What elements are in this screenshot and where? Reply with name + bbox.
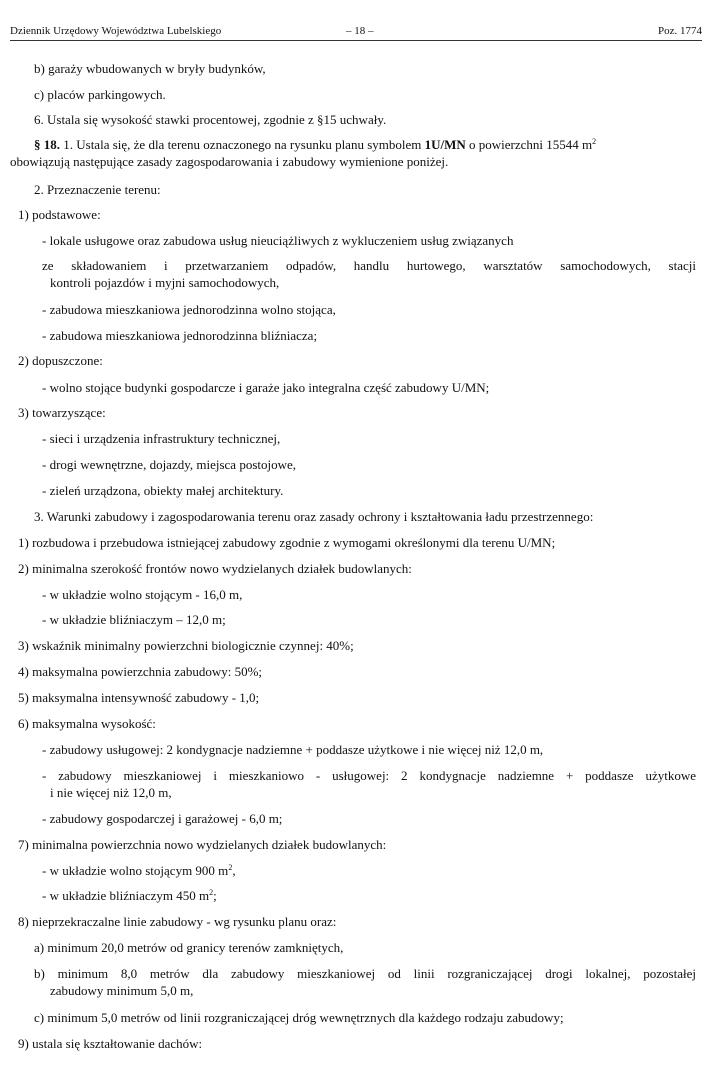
text-line: c) minimum 5,0 metrów od linii rozgraniczającej dróg wewnętrznych dla każdego rodzaju zabudowy; bbox=[34, 1010, 564, 1025]
journal-title: Dziennik Urzędowy Województwa Lubelskiego bbox=[10, 25, 222, 37]
text-line: 9) ustala się kształtowanie dachów: bbox=[18, 1036, 203, 1051]
text-line: 8) nieprzekraczalne linie zabudowy - wg rysunku planu oraz: bbox=[18, 914, 337, 929]
text-line: - lokale usługowe oraz zabudowa usług nieuciążliwych z wykluczeniem usług związanych bbox=[42, 233, 514, 248]
text-line: - wolno stojące budynki gospodarcze i garaże jako integralna część zabudowy U/MN; bbox=[42, 380, 490, 395]
position-number: Poz. 1774 bbox=[658, 25, 702, 37]
text-line: c) placów parkingowych. bbox=[34, 87, 166, 102]
text-line: 3) wskaźnik minimalny powierzchni biologicznie czynnej: 40%; bbox=[18, 638, 354, 653]
text-line: 2) minimalna szerokość frontów nowo wydzielanych działek budowlanych: bbox=[18, 561, 412, 576]
text-line bbox=[42, 888, 217, 904]
text-line: - w układzie bliźniaczym – 12,0 m; bbox=[42, 612, 226, 627]
superscript: 2 bbox=[209, 888, 214, 897]
superscript: 2 bbox=[592, 137, 597, 146]
text-line: - zabudowy gospodarczej i garażowej - 6,0 m; bbox=[42, 811, 283, 826]
text-segment: , bbox=[232, 863, 236, 878]
text-line: 3. Warunki zabudowy i zagospodarowania terenu oraz zasady ochrony i kształtowania ładu przestrzennego: bbox=[34, 509, 594, 524]
text-line: - zabudowy usługowej: 2 kondygnacje nadziemne + poddasze użytkowe i nie więcej niż 12,0 m, bbox=[42, 742, 544, 757]
area-symbol: 1U/MN bbox=[424, 137, 466, 152]
text-line: 1) rozbudowa i przebudowa istniejącej zabudowy zgodnie z wymogami określonymi dla terenu U/MN; bbox=[18, 535, 556, 550]
text-line: - zabudowy mieszkaniowej i mieszkaniowo - usługowej: 2 kondygnacje nadziemne + poddasze użytkowe bbox=[42, 768, 696, 783]
text-line: 3) towarzyszące: bbox=[18, 405, 106, 420]
text-line: 4) maksymalna powierzchnia zabudowy: 50%; bbox=[18, 664, 263, 679]
text-line: - sieci i urządzenia infrastruktury technicznej, bbox=[42, 431, 281, 446]
text-line: i nie więcej niż 12,0 m, bbox=[50, 785, 172, 800]
text-line: kontroli pojazdów i myjni samochodowych, bbox=[50, 275, 280, 290]
page-number: – 18 – bbox=[346, 25, 374, 37]
paragraph-intro-text: 1. Ustala się, że dla terenu oznaczonego na rysunku planu symbolem bbox=[63, 137, 422, 152]
text-segment: ; bbox=[213, 888, 217, 903]
text-segment: - w układzie bliźniaczym 450 m bbox=[42, 888, 210, 903]
text-line: a) minimum 20,0 metrów od granicy terenów zamkniętych, bbox=[34, 940, 344, 955]
text-line: 6. Ustala się wysokość stawki procentowej, zgodnie z §15 uchwały. bbox=[34, 112, 387, 127]
text-line: - zabudowa mieszkaniowa jednorodzinna wolno stojąca, bbox=[42, 302, 336, 317]
superscript: 2 bbox=[228, 863, 233, 872]
text-line: obowiązują następujące zasady zagospodarowania i zabudowy wymienione poniżej. bbox=[10, 154, 449, 169]
text-line: - w układzie wolno stojącym - 16,0 m, bbox=[42, 587, 243, 602]
paragraph-intro-area: o powierzchni 15544 m bbox=[469, 137, 593, 152]
text-line: - zabudowa mieszkaniowa jednorodzinna bliźniacza; bbox=[42, 328, 318, 343]
text-line: zabudowy minimum 5,0 m, bbox=[50, 983, 194, 998]
text-line: - zieleń urządzona, obiekty małej architektury. bbox=[42, 483, 284, 498]
text-line: - drogi wewnętrzne, dojazdy, miejsca postojowe, bbox=[42, 457, 297, 472]
text-line: b) garaży wbudowanych w bryły budynków, bbox=[34, 61, 266, 76]
text-line: 1) podstawowe: bbox=[18, 207, 101, 222]
page-header bbox=[10, 24, 702, 41]
text-line: 5) maksymalna intensywność zabudowy - 1,0; bbox=[18, 690, 260, 705]
text-line: 7) minimalna powierzchnia nowo wydzielanych działek budowlanych: bbox=[18, 837, 387, 852]
text-segment: - w układzie wolno stojącym 900 m bbox=[42, 863, 229, 878]
text-line: 6) maksymalna wysokość: bbox=[18, 716, 156, 731]
text-line bbox=[42, 863, 236, 879]
text-line: b) minimum 8,0 metrów dla zabudowy mieszkaniowej od linii rozgraniczającej drogi lokalnej, pozostałej bbox=[34, 966, 696, 981]
paragraph-18-intro bbox=[34, 137, 596, 153]
text-line: ze składowaniem i przetwarzaniem odpadów, handlu hurtowego, warsztatów samochodowych, stacji bbox=[42, 258, 696, 273]
paragraph-number: § 18. bbox=[34, 137, 60, 152]
text-line: 2. Przeznaczenie terenu: bbox=[34, 182, 161, 197]
text-line: 2) dopuszczone: bbox=[18, 353, 103, 368]
